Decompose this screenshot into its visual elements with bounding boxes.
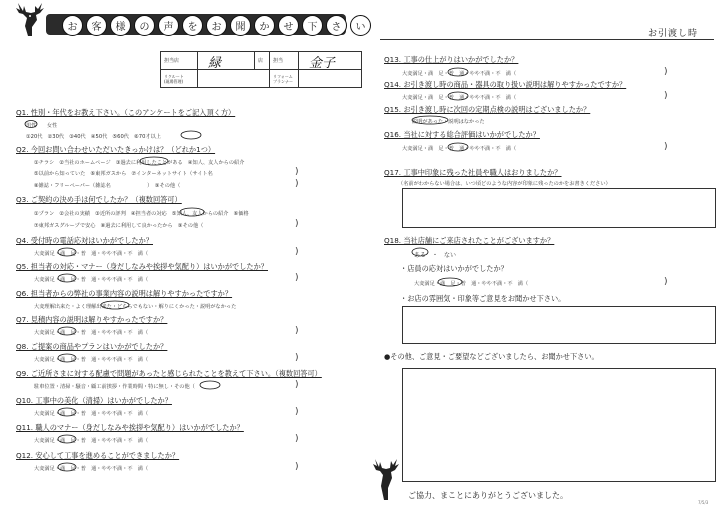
question-4: Q4. 受付時の電話応対はいかがでしたか？ <box>16 236 153 245</box>
q10-scale: 大変満足・満 足・普 通・やや不満・不 満（ <box>34 411 149 417</box>
q14-answer-mark <box>448 92 468 100</box>
title-char: 様 <box>110 15 131 36</box>
q13-scale: 大変満足・満 足・普 通・やや不満・不 満（ <box>402 71 517 77</box>
q16-scale: 大変満足・満 足・普 通・やや不満・不 満（ <box>402 146 517 152</box>
q8-paren: ) <box>295 353 299 363</box>
q13-answer-mark <box>448 68 468 76</box>
q14-scale: 大変満足・満 足・普 通・やや不満・不 満（ <box>402 95 517 101</box>
title-char: の <box>134 15 155 36</box>
question-3: Q3. ご契約の決め手は何でしたか？（複数回答可） <box>16 195 182 204</box>
q7-scale: 大変満足・満 足・普 通・やや不満・不 満（ <box>34 330 149 336</box>
q8-scale: 大変満足・満 足・普 通・やや不満・不 満（ <box>34 357 149 363</box>
q9-options: 駐車位置・清掃・騒音・顧工前挨拶・作業時間・特に無し・その他（ <box>34 384 195 390</box>
store-label: 担当店 <box>161 52 198 70</box>
q5-answer-mark <box>58 274 76 282</box>
store-value: 緑 <box>208 56 222 71</box>
title-char: お <box>62 15 83 36</box>
question-9: Q9. ご近所さまに対する配慮で問題があったと感じられたことを教えて下さい。（複数回答可） <box>16 369 322 378</box>
question-1: Q1. 性別・年代をお教え下さい。（このアンケートをご記入頂く方） <box>16 108 236 117</box>
q1-gender-options: 男性 女性 <box>26 123 58 129</box>
staff-value: 金子 <box>309 56 336 71</box>
q1-age-options: ①20代 ②30代 ③40代 ④50代 ⑤60代 ⑥70才以上 <box>26 134 161 140</box>
question-18: Q18. 当社店舗にご来店されたことがございますか？ <box>384 236 555 245</box>
q18-visit-mark <box>412 248 428 256</box>
q18-store-question: ・お店の雰囲気・印象等ご意見をお聞かせ下さい。 <box>400 294 566 303</box>
question-2: Q2. 今回お問い合わせいただいたきっかけは？（どれか1つ） <box>16 145 216 154</box>
question-17: Q17. 工事中印象に残った社員や職人はおりましたか？ <box>384 168 562 177</box>
q16-paren: ) <box>664 142 668 152</box>
title-char: 声 <box>158 15 179 36</box>
store-suffix: 店 <box>255 52 270 70</box>
question-6: Q6. 担当者からの弊社の事業内容の説明は解りやすかったですか？ <box>16 289 233 298</box>
q3-options-line1: ①プラン ②会社の実績 ③近所の評判 ④担当者の対応 ⑤知人、友人からの紹介 ⑥価格 <box>34 211 249 217</box>
q18-options: ある ・ ない <box>414 252 457 259</box>
q11-scale: 大変満足・満 足・普 通・やや不満・不 満（ <box>34 438 149 444</box>
question-12: Q12. 安心して工事を進めることができましたか？ <box>16 451 180 460</box>
q12-paren: ) <box>295 462 299 472</box>
q17-instruction: （名前がわからない場合は、いつ頃どのような内容が印象に残ったのかをお書きください） <box>398 181 611 187</box>
q6-options: 大変理解出来た・よく理解出来た・どちらでもない・解りにくかった・説明がなかった <box>34 304 237 310</box>
q5-paren: ) <box>295 273 299 283</box>
question-14: Q14. お引き渡し時の商品・器具の取り扱い説明は解りやすかったですか？ <box>384 80 627 89</box>
title-char: か <box>254 15 275 36</box>
q4-scale: 大変満足・満 足・普 通・やや不満・不 満（ <box>34 251 149 257</box>
title-char: 客 <box>86 15 107 36</box>
q10-paren: ) <box>295 407 299 417</box>
q18-staff-mark <box>438 278 462 286</box>
other-comments-heading: ●その他、ご意見・ご要望などございましたら、お聞かせ下さい。 <box>384 352 599 361</box>
title-char: い <box>350 15 371 36</box>
q5-scale: 大変満足・満 足・普 通・やや不満・不 満（ <box>34 277 149 283</box>
q2-options-line1: ①チラシ ②当社のホームページ ③過去に利用したことがある ④知人、友人からの紹介 <box>34 160 245 166</box>
q2-answer-mark <box>140 157 168 165</box>
title-char: せ <box>278 15 299 36</box>
thanks-message: ご協力、まことにありがとうございました。 <box>408 491 568 500</box>
q1-gender-mark <box>25 121 37 128</box>
title-char: お <box>206 15 227 36</box>
question-11: Q11. 職人のマナー（身だしなみや挨拶や気配り）はいかがでしたか？ <box>16 423 244 432</box>
pen-marks-right <box>364 0 728 513</box>
q3-paren: ) <box>295 219 299 229</box>
question-16: Q16. 当社に対する総合評価はいかがでしたか？ <box>384 130 540 139</box>
q12-scale: 大変満足・満 足・普 通・やや不満・不 満（ <box>34 466 149 472</box>
q18-scale: 大変満足・満 足・普 通・やや不満・不 満（ <box>414 281 529 287</box>
question-10: Q10. 工事中の美化（清掃）はいかがでしたか？ <box>16 396 172 405</box>
q9-paren: ) <box>295 380 299 390</box>
planner-label: リフォーム プランナー <box>270 70 299 88</box>
right-page-title: お引渡し時 <box>648 29 699 39</box>
q18-staff-question: ・店員の応対はいかがでしたか？ <box>400 264 508 273</box>
q2-options-line3: ⑧雑誌・フリーペーパー（雑誌名 ） ⑨その他（ <box>34 183 181 189</box>
footer-code: 7/5/3 <box>698 500 709 505</box>
q7-paren: ) <box>295 326 299 336</box>
q2-paren-2: ) <box>295 179 299 189</box>
q7-answer-mark <box>58 327 76 335</box>
q2-paren-1: ) <box>295 167 299 177</box>
question-5: Q5. 担当者の対応・マナー（身だしなみや挨拶や気配り）はいかがでしたか？ <box>16 262 268 271</box>
question-15: Q15. お引き渡し時に次回の定期点検の説明はございましたか？ <box>384 105 591 114</box>
q18-paren: ) <box>664 277 668 287</box>
title-char: 聞 <box>230 15 251 36</box>
question-7: Q7. 見積内容の説明は解りやすかったですか？ <box>16 315 168 324</box>
title-char: を <box>182 15 203 36</box>
q3-answer-mark <box>180 208 204 216</box>
q15-options: 説明があった・説明はなかった <box>412 119 485 125</box>
title-char: さ <box>326 15 347 36</box>
q13-paren: ) <box>664 67 668 77</box>
q4-paren: ) <box>295 247 299 257</box>
q14-paren: ) <box>664 91 668 101</box>
q3-options-line2: ⑦東邦ガスグループで安心 ⑧過去に利用して良かったから ⑨その他（ <box>34 223 204 229</box>
q4-answer-mark <box>58 248 76 256</box>
q10-answer-mark <box>58 408 76 416</box>
q8-answer-mark <box>58 354 76 362</box>
q11-answer-mark <box>58 435 76 443</box>
q15-answer-mark <box>412 116 448 124</box>
question-13: Q13. 工事の仕上がりはいかがでしたか？ <box>384 55 519 64</box>
q1-age-mark <box>181 131 201 139</box>
q9-answer-mark <box>200 381 220 389</box>
site-manager-label: リクルート (現場管理) <box>161 70 198 88</box>
q16-answer-mark <box>448 143 468 151</box>
title-char: 下 <box>302 15 323 36</box>
q2-options-line2: ⑤以前から知っていた ⑥東邦ガスから ⑦インターネットサイト（サイト名 <box>34 171 213 177</box>
q11-paren: ) <box>295 434 299 444</box>
staff-label: 担当 <box>270 52 299 70</box>
q6-answer-mark <box>101 301 129 309</box>
question-8: Q8. ご提案の商品やプランはいかがでしたか？ <box>16 342 168 351</box>
q12-answer-mark <box>58 463 76 471</box>
